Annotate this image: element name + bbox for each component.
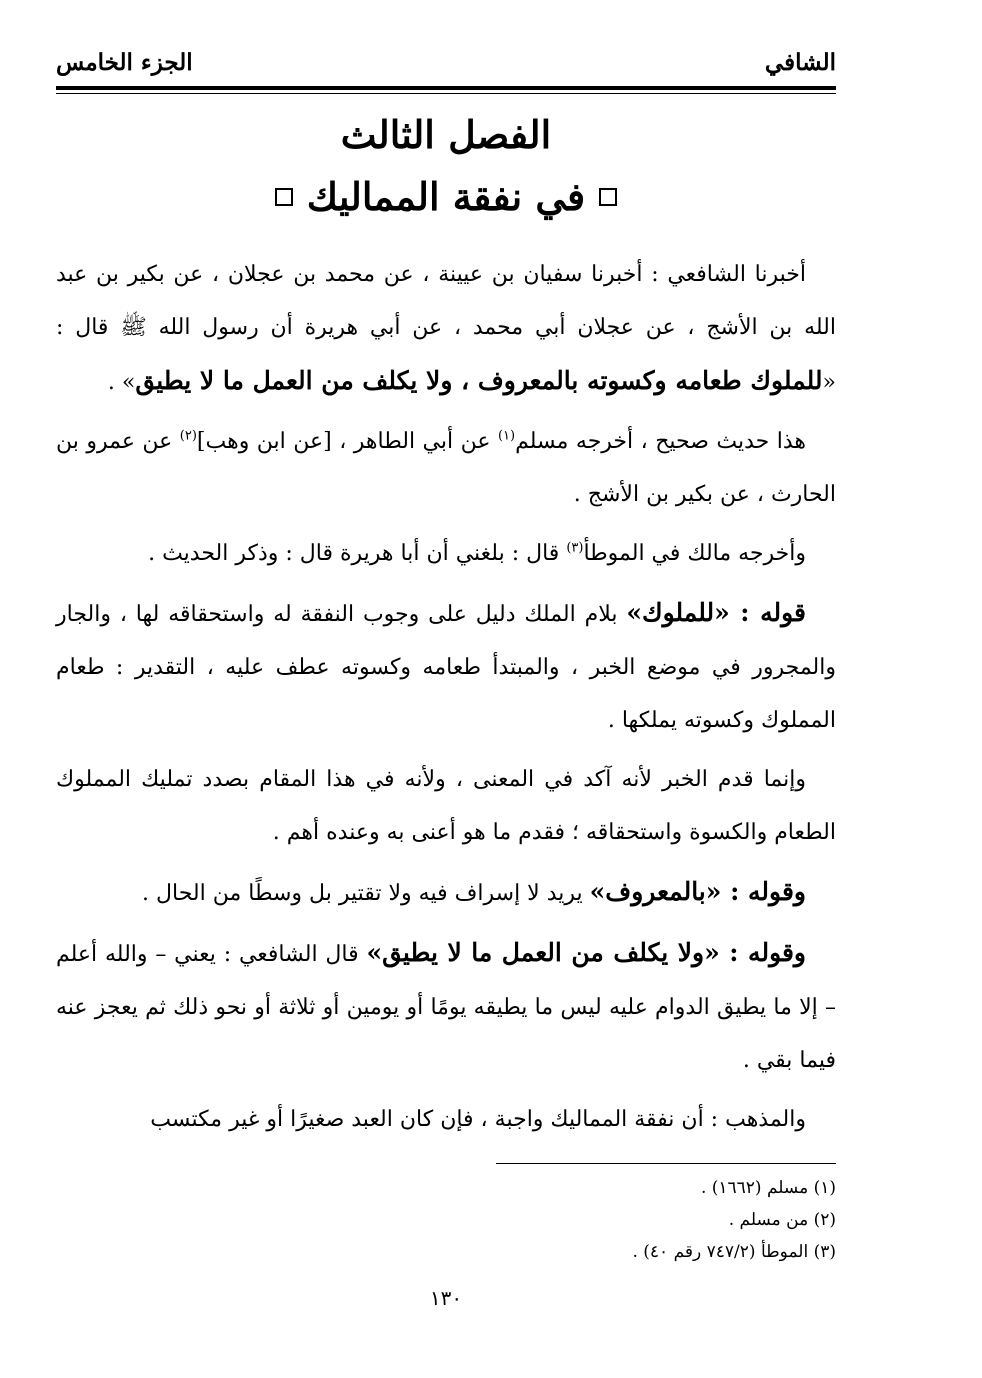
paragraph-text: عن أبي الطاهر ، [عن ابن وهب] <box>196 429 498 454</box>
paragraph-commentary-2 <box>56 753 836 859</box>
footnote-item: (٣) الموطأ (٧٤٧/٢ رقم ٤٠) . <box>632 1242 836 1262</box>
paragraph-commentary-1 <box>56 586 836 747</box>
paragraph-text: قال الشافعي : يعني – والله أعلم – إلا ما يطيق الدوام عليه ليس ما يطيقه يومًا أو يومين أو ثلاثة أو نحو ذلك ثم يعجز عنه فيما بقي . <box>56 942 836 1073</box>
paragraph-text: قال : بلغني أن أبا هريرة قال : وذكر الحديث . <box>148 541 567 566</box>
paragraph-text: وإنما قدم الخبر لأنه آكد في المعنى ، ولأنه في هذا المقام بصدد تمليك المملوك الطعام والكسوة واستحقاقه ؛ فقدم ما هو أعنى به وعنده أهم . <box>56 767 836 845</box>
paragraph-text: هذا حديث صحيح ، أخرجه مسلم <box>515 429 806 454</box>
footnote-ref: (٣) <box>566 540 584 556</box>
chapter-subtitle <box>56 172 836 222</box>
hadith-text: للملوك طعامه وكسوته بالمعروف ، ولا يكلف من العمل ما لا يطيق <box>135 366 823 395</box>
page-number: ١٣٠ <box>429 1286 463 1310</box>
commentary-lemma: وقوله : «بالمعروف» <box>589 877 806 906</box>
chapter-subtitle-text: في نفقة المماليك <box>306 174 586 219</box>
square-ornament-icon <box>599 188 617 206</box>
paragraph-text: بلام الملك دليل على وجوب النفقة له واستحقاقه لها ، والجار والمجرور في موضع الخبر ، والمبتدأ طعامه وكسوته عطف عليه ، التقدير : طعام المملوك وكسوته يملكها . <box>56 602 836 733</box>
paragraph-text: وأخرجه مالك في الموطأ <box>583 541 806 566</box>
square-ornament-icon <box>275 188 293 206</box>
paragraph-madhhab <box>56 1093 836 1146</box>
paragraph-hadith <box>56 248 836 409</box>
paragraph-malik <box>56 527 836 580</box>
footnote-item: (١) مسلم (١٦٦٢) . <box>700 1178 836 1198</box>
running-header <box>56 48 836 78</box>
header-rule-thin <box>56 93 836 94</box>
main-text <box>56 248 836 1152</box>
paragraph-text: عن عمرو بن الحارث ، عن بكير بن الأشج . <box>56 429 836 507</box>
paragraph-text: يريد لا إسراف فيه ولا تقتير بل وسطًا من الحال . <box>142 881 590 906</box>
paragraph-text: والمذهب : أن نفقة المماليك واجبة ، فإن كان العبد صغيرًا أو غير مكتسب <box>150 1107 806 1132</box>
chapter-title: الفصل الثالث <box>340 112 552 157</box>
header-book-title: الشافي <box>764 49 836 76</box>
paragraph-takhrij <box>56 415 836 521</box>
header-volume-title: الجزء الخامس <box>56 49 193 76</box>
footnote-ref: (١) <box>497 428 516 444</box>
paragraph-commentary-4 <box>56 926 836 1087</box>
footnotes <box>56 1172 836 1268</box>
paragraph-text: » . <box>107 370 136 395</box>
footnote-separator <box>496 1163 836 1164</box>
header-rule-thick <box>56 86 836 90</box>
footnote-ref: (٢) <box>179 428 197 444</box>
commentary-lemma: وقوله : «ولا يكلف من العمل ما لا يطيق» <box>366 938 807 967</box>
footnote-item: (٢) من مسلم . <box>728 1210 836 1230</box>
paragraph-commentary-3 <box>56 865 836 920</box>
commentary-lemma: قوله : «للملوك» <box>626 598 806 627</box>
paragraph-text: أخبرنا الشافعي : أخبرنا سفيان بن عيينة ، عن محمد بن عجلان ، عن بكير بن عبد الله بن الأشج ، عن عجلان أبي محمد ، عن أبي هريرة أن رسول الله ﷺ قال : « <box>56 262 836 395</box>
